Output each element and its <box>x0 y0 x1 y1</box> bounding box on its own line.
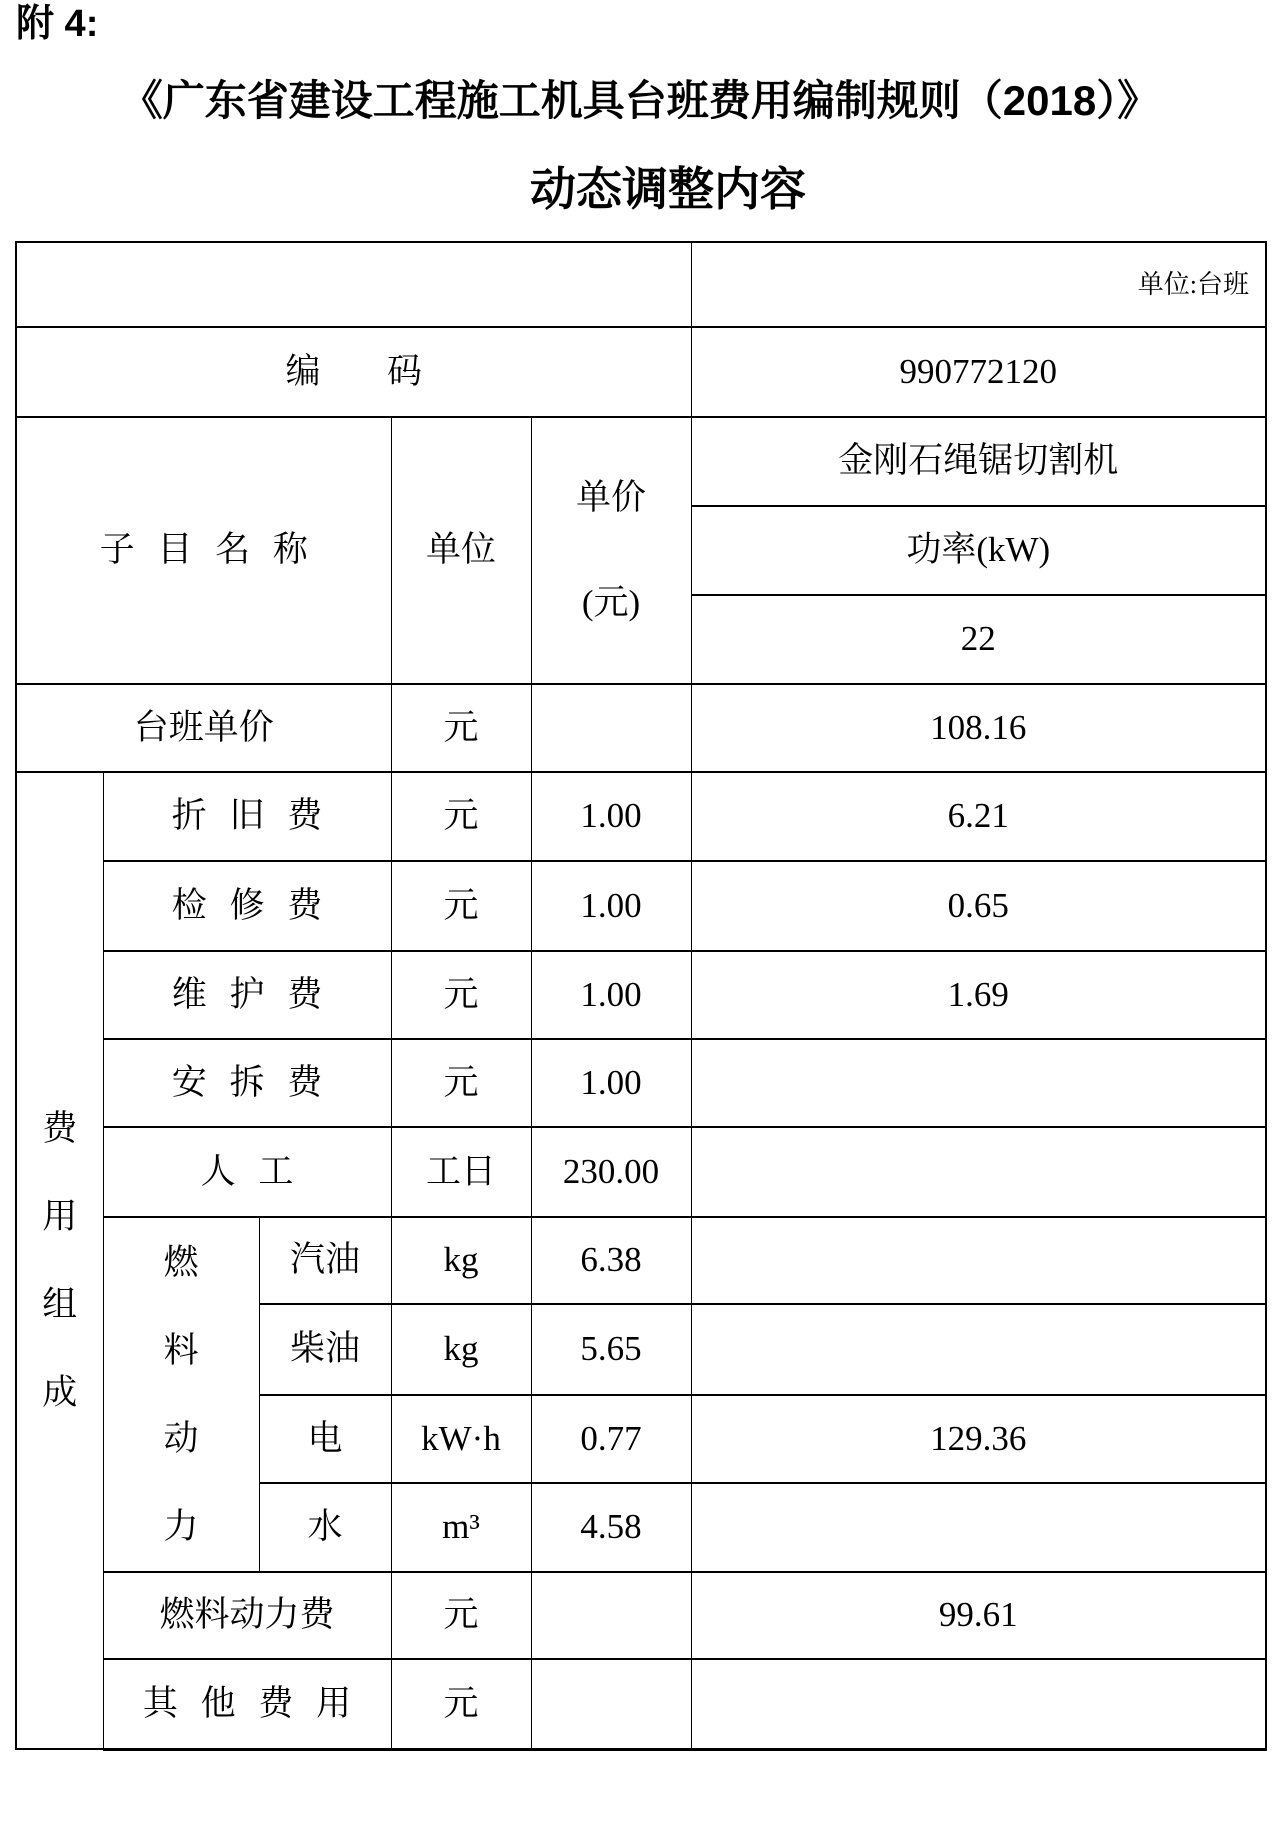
row-label: 折旧费 <box>171 796 345 836</box>
price-header-lines <box>532 478 691 623</box>
page-subtitle: 动态调整内容 <box>530 163 806 215</box>
unit-note-cell: 单位:台班 <box>691 242 1266 327</box>
table-row <box>16 772 1266 861</box>
table-row <box>16 684 1266 772</box>
other-cost-unitprice-cell <box>531 1659 691 1749</box>
electricity-value-cell: 129.36 <box>691 1395 1266 1483</box>
cost-composition-group-cell <box>16 772 103 1749</box>
row-label: 安拆费 <box>171 1062 345 1102</box>
fuel-cost-label-cell: 燃料动力费 <box>103 1572 391 1659</box>
code-label: 编码 <box>285 351 489 391</box>
shift-price-unit-cell: 元 <box>391 684 531 772</box>
fuel-power-vertical-label <box>104 1219 259 1571</box>
maintenance-label-cell <box>103 951 391 1039</box>
table-row <box>16 242 1266 327</box>
table-row <box>16 1659 1266 1749</box>
electricity-unit-cell: kW·h <box>391 1395 531 1483</box>
overhaul-unit-cell: 元 <box>391 861 531 951</box>
labor-label-cell <box>103 1127 391 1217</box>
vertical-char: 费 <box>42 1108 78 1148</box>
item-name-label: 子目名称 <box>99 530 331 570</box>
fuel-cost-unitprice-cell <box>531 1572 691 1659</box>
power-label-cell: 功率(kW) <box>691 506 1266 595</box>
depreciation-value-cell: 6.21 <box>691 772 1266 861</box>
table-row <box>16 1217 1266 1304</box>
diesel-value-cell <box>691 1304 1266 1395</box>
machine-name-cell: 金刚石绳锯切割机 <box>691 417 1266 506</box>
depreciation-unit-cell: 元 <box>391 772 531 861</box>
diesel-unit-cell: kg <box>391 1304 531 1395</box>
table-row <box>16 861 1266 951</box>
gasoline-label-cell: 汽油 <box>259 1217 391 1304</box>
labor-value-cell <box>691 1127 1266 1217</box>
shift-price-label-cell: 台班单价 <box>16 684 391 772</box>
other-cost-value-cell <box>691 1659 1266 1749</box>
price-column-header-cell <box>531 417 691 684</box>
other-cost-label-cell <box>103 1659 391 1749</box>
water-value-cell <box>691 1483 1266 1572</box>
page-title: 《广东省建设工程施工机具台班费用编制规则（2018）》 <box>120 77 1160 124</box>
fuel-cost-value-cell: 99.61 <box>691 1572 1266 1659</box>
electricity-unitprice-cell: 0.77 <box>531 1395 691 1483</box>
dismantle-label-cell <box>103 1039 391 1127</box>
code-value-cell: 990772120 <box>691 327 1266 417</box>
row-label: 其他费用 <box>142 1683 374 1723</box>
vertical-char: 成 <box>42 1372 78 1412</box>
vertical-char: 组 <box>42 1284 78 1324</box>
overhaul-unitprice-cell: 1.00 <box>531 861 691 951</box>
table-row <box>16 327 1266 417</box>
unit-column-header-cell: 单位 <box>391 417 531 684</box>
dismantle-unit-cell: 元 <box>391 1039 531 1127</box>
gasoline-unit-cell: kg <box>391 1217 531 1304</box>
diesel-unitprice-cell: 5.65 <box>531 1304 691 1395</box>
dismantle-value-cell <box>691 1039 1266 1127</box>
electricity-label-cell: 电 <box>259 1395 391 1483</box>
table-row <box>16 951 1266 1039</box>
gasoline-value-cell <box>691 1217 1266 1304</box>
other-cost-unit-cell: 元 <box>391 1659 531 1749</box>
labor-unitprice-cell: 230.00 <box>531 1127 691 1217</box>
row-label: 人工 <box>200 1151 317 1191</box>
shift-price-unitprice-cell <box>531 684 691 772</box>
cost-composition-vertical-label <box>17 1085 103 1437</box>
water-unitprice-cell: 4.58 <box>531 1483 691 1572</box>
vertical-char: 用 <box>42 1196 78 1236</box>
dismantle-unitprice-cell: 1.00 <box>531 1039 691 1127</box>
fuel-power-group-cell <box>103 1217 259 1572</box>
vertical-char: 动 <box>163 1418 199 1458</box>
water-label-cell: 水 <box>259 1483 391 1572</box>
table-row <box>16 1572 1266 1659</box>
gasoline-unitprice-cell: 6.38 <box>531 1217 691 1304</box>
row-label: 检修费 <box>171 885 345 925</box>
vertical-char: 料 <box>163 1330 199 1370</box>
maintenance-value-cell: 1.69 <box>691 951 1266 1039</box>
maintenance-unitprice-cell: 1.00 <box>531 951 691 1039</box>
machine-shift-cost-table <box>15 241 1267 1751</box>
table-row <box>16 1127 1266 1217</box>
water-unit-cell: m³ <box>391 1483 531 1572</box>
row-label: 维护费 <box>171 974 345 1014</box>
price-header-line2: (元) <box>581 582 641 622</box>
vertical-char: 力 <box>163 1506 199 1546</box>
diesel-label-cell: 柴油 <box>259 1304 391 1395</box>
depreciation-label-cell <box>103 772 391 861</box>
depreciation-unitprice-cell: 1.00 <box>531 772 691 861</box>
fuel-cost-unit-cell: 元 <box>391 1572 531 1659</box>
table-row <box>16 1039 1266 1127</box>
vertical-char: 燃 <box>163 1242 199 1282</box>
price-header-line1: 单价 <box>576 478 647 518</box>
shift-price-value-cell: 108.16 <box>691 684 1266 772</box>
attachment-label: 附 4: <box>16 3 99 45</box>
item-name-header-cell <box>16 417 391 684</box>
code-label-cell <box>16 327 691 417</box>
table-row <box>16 417 1266 506</box>
labor-unit-cell: 工日 <box>391 1127 531 1217</box>
overhaul-value-cell: 0.65 <box>691 861 1266 951</box>
power-value-cell: 22 <box>691 595 1266 684</box>
blank-cell <box>16 242 691 327</box>
overhaul-label-cell <box>103 861 391 951</box>
maintenance-unit-cell: 元 <box>391 951 531 1039</box>
